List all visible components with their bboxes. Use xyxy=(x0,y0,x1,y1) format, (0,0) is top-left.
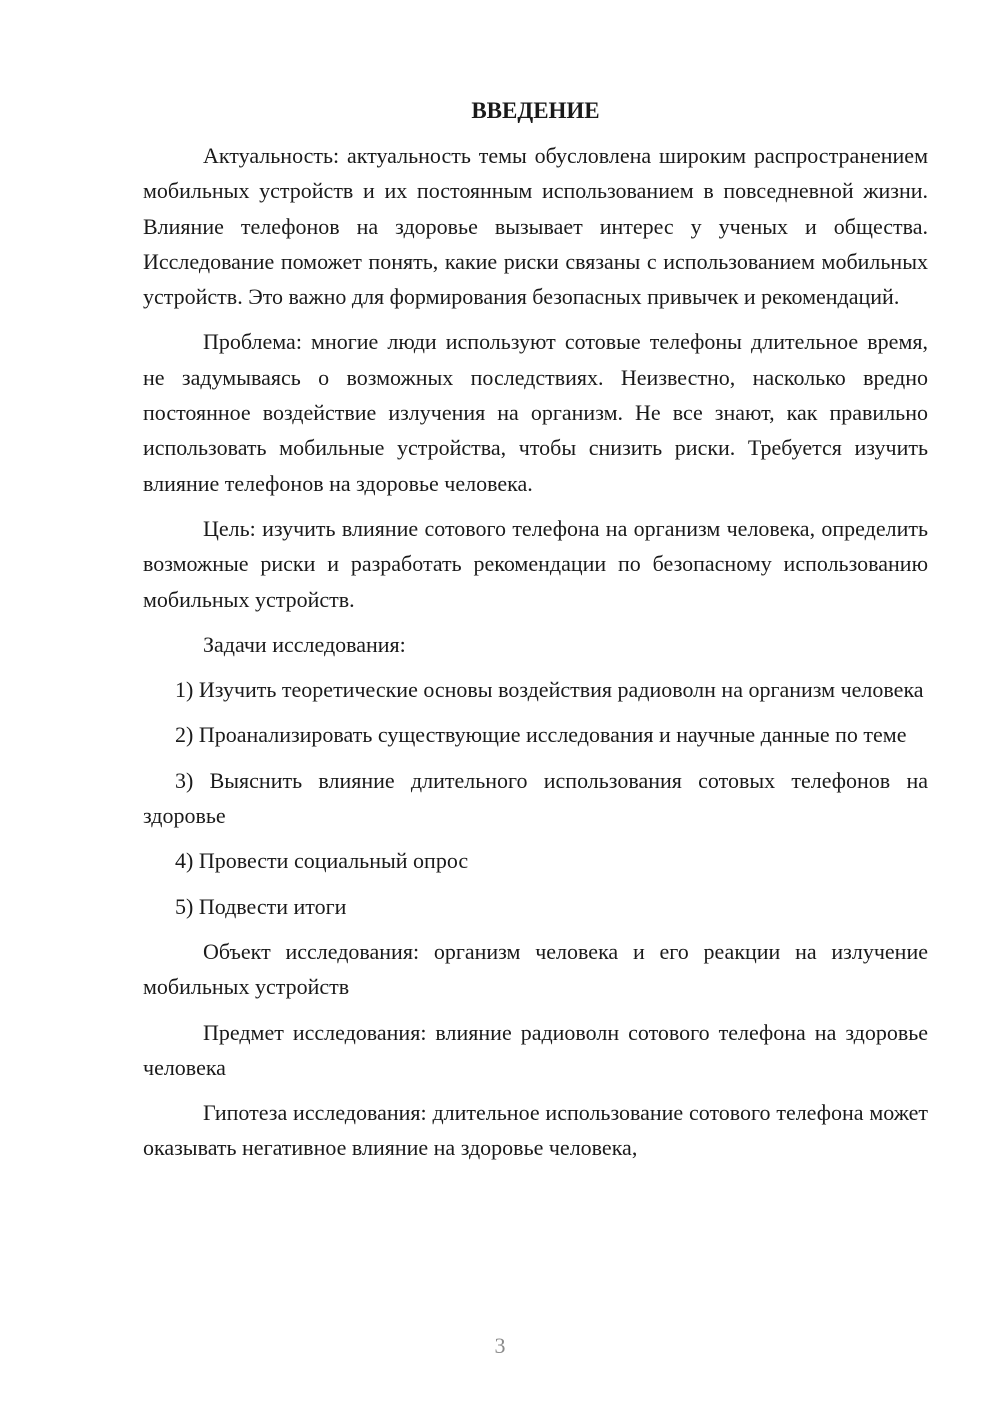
paragraph-object: Объект исследования: организм человека и его реакции на излучение мобильных устройств xyxy=(143,938,928,1000)
page-title: ВВЕДЕНИЕ xyxy=(471,98,600,123)
task-item-2: 2) Проанализировать существующие исследования и научные данные по теме xyxy=(175,722,907,748)
task-item-4: 4) Провести социальный опрос xyxy=(175,848,469,874)
paragraph-goal: Цель: изучить влияние сотового телефона на организм человека, определить возможные риски и разработать рекомендации по безопасному использованию мобильных устройств. xyxy=(143,515,928,612)
paragraph-subject: Предмет исследования: влияние радиоволн сотового телефона на здоровье человека xyxy=(143,1019,928,1080)
paragraph-tasks-heading: Задачи исследования: xyxy=(203,631,406,657)
paragraph-hypothesis: Гипотеза исследования: длительное использование сотового телефона может оказывать негативное влияние на здоровье человека, xyxy=(143,1100,928,1161)
paragraph-relevance: Актуальность: актуальность темы обусловлена широким распространением мобильных устройств и их постоянным использованием в повседневной жизни. Влияние телефонов на здоровье вызывает интерес у ученых и общества. Исследование поможет понять, какие риски связаны с использованием мобильных устройств. Это важно для формирования безопасных привычек и рекомендаций. xyxy=(143,143,928,310)
document-page xyxy=(143,96,928,1176)
task-item-1: 1) Изучить теоретические основы воздействия радиоволн на организм человека xyxy=(175,677,924,703)
page-number: 3 xyxy=(494,1333,506,1358)
task-item-5: 5) Подвести итоги xyxy=(175,893,347,919)
task-item-3: 3) Выяснить влияние длительного использования сотовых телефонов на здоровье xyxy=(143,767,928,829)
paragraph-problem: Проблема: многие люди используют сотовые телефоны длительное время, не задумываясь о возможных последствиях. Неизвестно, насколько вредно постоянное воздействие излучения на организм. Не все знают, как правильно использовать мобильные устройства, чтобы снизить риски. Требуется изучить влияние телефонов на здоровье человека. xyxy=(143,329,928,496)
